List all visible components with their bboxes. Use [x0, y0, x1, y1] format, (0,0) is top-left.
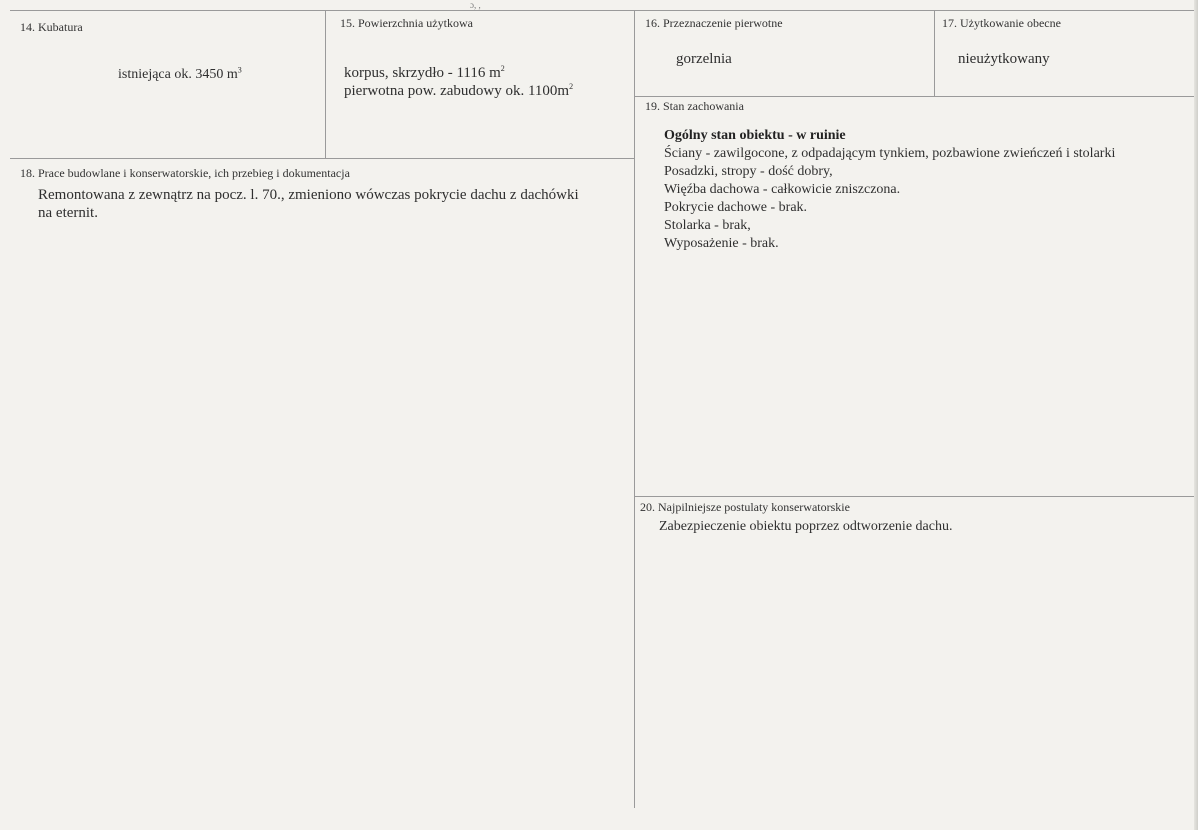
- divider-row1-left: [10, 158, 634, 159]
- postulaty-title: 20. Najpilniejsze postulaty konserwatorskie: [640, 500, 850, 514]
- stan-title: 19. Stan zachowania: [645, 99, 744, 113]
- stan-line-stolarka: Stolarka - brak,: [664, 218, 751, 233]
- kubatura-value: istniejąca ok. 3450 $m^3$: [118, 65, 242, 82]
- przeznaczenie-title: 16. Przeznaczenie pierwotne: [645, 16, 783, 30]
- powierzchnia-line2: pierwotna pow. zabudowy ok. $1100m^2$: [344, 82, 574, 99]
- divider-16-17: [934, 10, 935, 96]
- powierzchnia-line1: korpus, skrzydło - 1116 $m^2$: [344, 64, 505, 81]
- stan-text: [664, 127, 1115, 253]
- divider-14-15: [325, 10, 326, 158]
- przeznaczenie-value: gorzelnia: [676, 51, 732, 67]
- stan-line-ogolny: Ogólny stan obiektu - w ruinie: [664, 128, 846, 143]
- top-edge-fragment: ɔ, ,: [470, 0, 481, 10]
- top-border-line: [10, 10, 1194, 11]
- prace-text: [38, 186, 579, 222]
- stan-line-posadzki: Posadzki, stropy - dość dobry,: [664, 164, 833, 179]
- stan-line-sciany: Ściany - zawilgocone, z odpadającym tynkiem, pozbawione zwieńczeń i stolarki: [664, 146, 1116, 161]
- stan-line-wiezba: Więźba dachowa - całkowicie zniszczona.: [664, 182, 901, 197]
- powierzchnia-title: 15. Powierzchnia użytkowa: [340, 16, 473, 30]
- divider-row1-right: [634, 96, 1194, 97]
- stan-line-pokrycie: Pokrycie dachowe - brak.: [664, 200, 808, 215]
- prace-line2: na eternit.: [38, 205, 98, 221]
- uzytkowanie-value: nieużytkowany: [958, 51, 1050, 67]
- divider-left-right: [634, 10, 635, 808]
- kubatura-title: 14. Kubatura: [20, 20, 83, 34]
- stan-line-wyposazenie: Wyposażenie - brak.: [664, 236, 779, 251]
- prace-line1: Remontowana z zewnątrz na pocz. l. 70., zmieniono wówczas pokrycie dachu z dachówki: [38, 187, 579, 203]
- uzytkowanie-title: 17. Użytkowanie obecne: [942, 16, 1061, 30]
- prace-title: 18. Prace budowlane i konserwatorskie, ich przebieg i dokumentacja: [20, 166, 350, 180]
- page-edge: [1194, 0, 1198, 830]
- divider-19-20: [634, 496, 1194, 497]
- postulaty-value: Zabezpieczenie obiektu poprzez odtworzenie dachu.: [659, 519, 953, 534]
